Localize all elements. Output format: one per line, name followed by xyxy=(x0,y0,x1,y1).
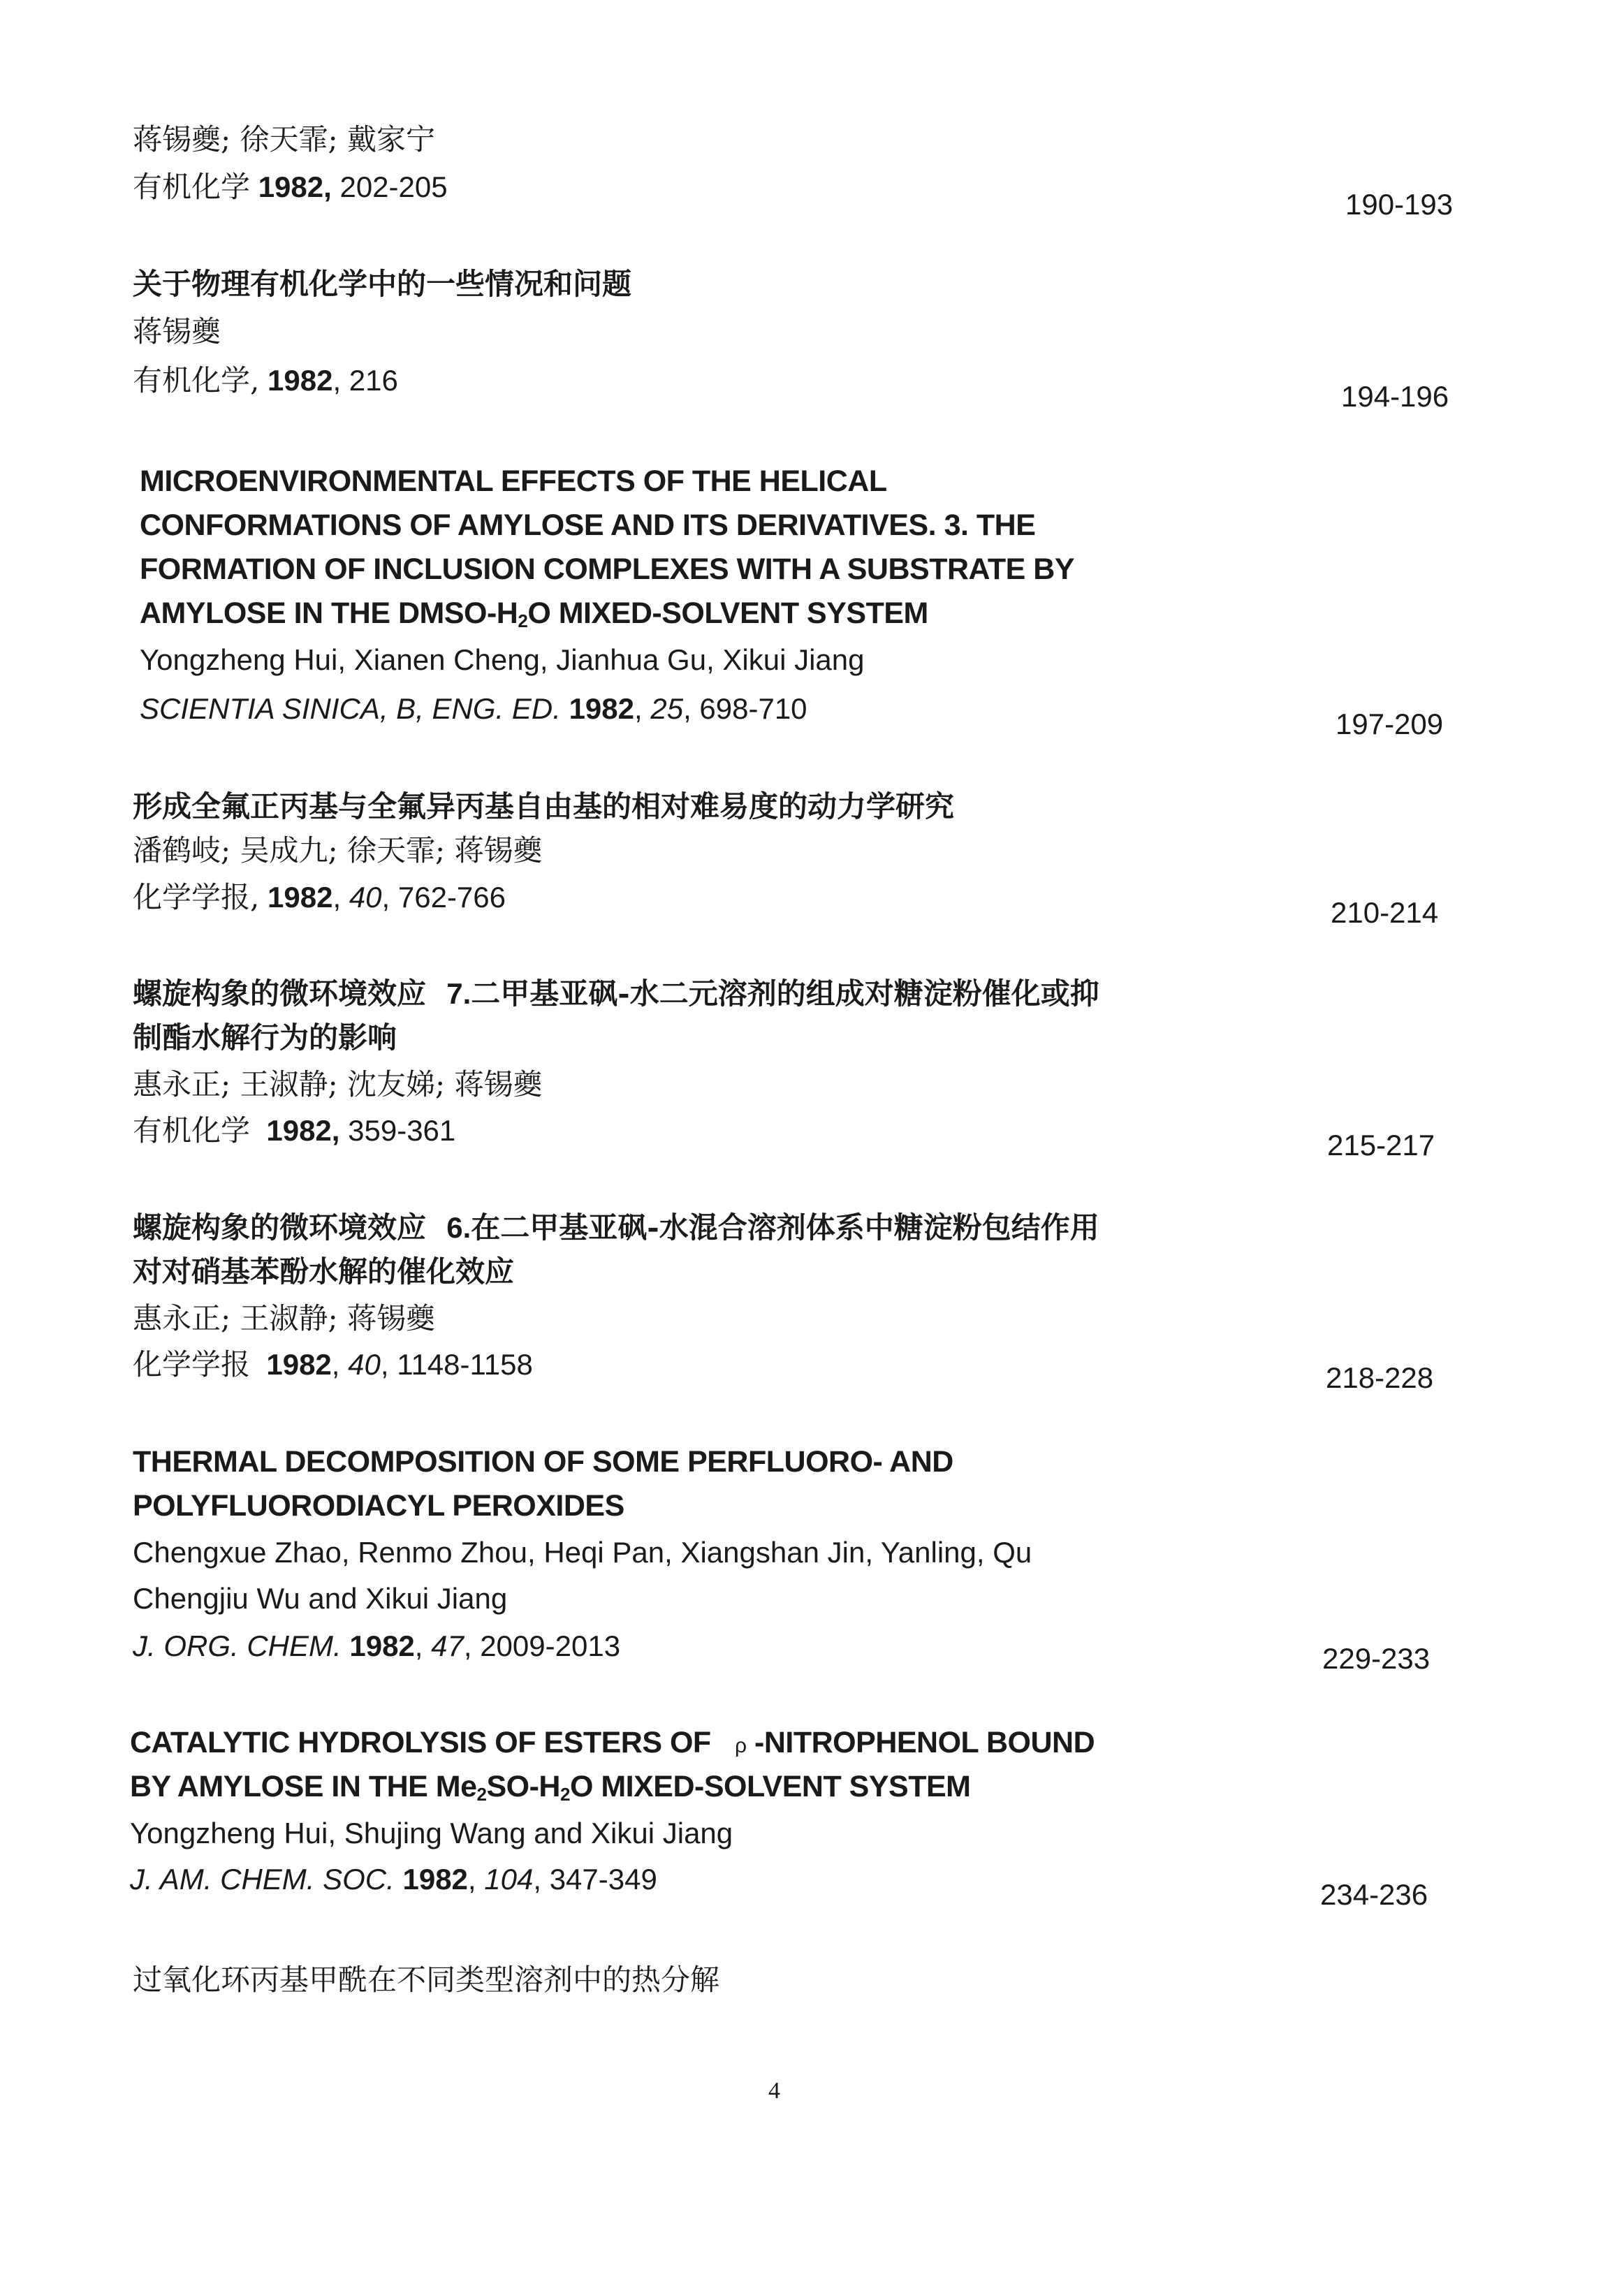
page-range: 197-209 xyxy=(1336,708,1444,740)
page-range: 190-193 xyxy=(1345,188,1454,221)
page-range: 215-217 xyxy=(1327,1129,1435,1162)
entry-title-line: POLYFLUORODIACYL PEROXIDES xyxy=(133,1489,624,1523)
authors: Yongzheng Hui, Shujing Wang and Xikui Jiang xyxy=(130,1817,733,1849)
citation: 有机化学, 1982, 216 xyxy=(133,363,398,397)
entry-title: 形成全氟正丙基与全氟异丙基自由基的相对难易度的动力学研究 xyxy=(133,789,955,823)
page-number: 4 xyxy=(768,2078,780,2104)
entry-title-line: CATALYTIC HYDROLYSIS OF ESTERS OF ρ -NITROPHENOL BOUND xyxy=(130,1726,1095,1759)
entry-title-line: 螺旋构象的微环境效应 6.在二甲基亚砜-水混合溶剂体系中糖淀粉包结作用 xyxy=(133,1210,1099,1245)
authors: 惠永正; 王淑静; 沈友娣; 蒋锡夔 xyxy=(133,1067,543,1101)
entry-title: 关于物理有机化学中的一些情况和问题 xyxy=(133,267,632,301)
authors: 蒋锡夔; 徐天霏; 戴家宁 xyxy=(133,122,436,156)
entry-title-line: MICROENVIRONMENTAL EFFECTS OF THE HELICAL xyxy=(140,464,887,498)
authors-line: Chengxue Zhao, Renmo Zhou, Heqi Pan, Xiangshan Jin, Yanling, Qu xyxy=(133,1536,1032,1569)
page-range: 218-228 xyxy=(1326,1361,1434,1394)
entry-title-line: 制酯水解行为的影响 xyxy=(133,1020,397,1055)
page-range: 229-233 xyxy=(1322,1642,1431,1675)
citation: 有机化学 1982, 359-361 xyxy=(133,1113,456,1148)
entry-title-line: 对对硝基苯酚水解的催化效应 xyxy=(133,1254,515,1289)
page-range: 234-236 xyxy=(1320,1878,1428,1911)
citation: SCIENTIA SINICA, B, ENG. ED. 1982, 25, 698-710 xyxy=(140,692,807,725)
page-range: 210-214 xyxy=(1331,896,1439,929)
citation: J. ORG. CHEM. 1982, 47, 2009-2013 xyxy=(133,1629,621,1662)
authors: 潘鹤岐; 吴成九; 徐天霏; 蒋锡夔 xyxy=(133,833,543,867)
entry-title-line: CONFORMATIONS OF AMYLOSE AND ITS DERIVATIVES. 3. THE xyxy=(140,508,1036,542)
authors: Yongzheng Hui, Xianen Cheng, Jianhua Gu, Xikui Jiang xyxy=(140,643,865,676)
citation: J. AM. CHEM. SOC. 1982, 104, 347-349 xyxy=(130,1863,657,1896)
entry-title-line: THERMAL DECOMPOSITION OF SOME PERFLUORO- AND xyxy=(133,1445,953,1479)
entry-title-line: FORMATION OF INCLUSION COMPLEXES WITH A SUBSTRATE BY xyxy=(140,552,1075,586)
authors: 惠永正; 王淑静; 蒋锡夔 xyxy=(133,1301,436,1335)
citation: 化学学报 1982, 40, 1148-1158 xyxy=(133,1347,533,1382)
citation: 有机化学 1982, 202-205 xyxy=(133,170,448,204)
entry-title-line: AMYLOSE IN THE DMSO-$H_2O$ MIXED-SOLVENT SYSTEM xyxy=(140,596,928,631)
authors: 蒋锡夔 xyxy=(133,314,221,349)
authors-line: Chengjiu Wu and Xikui Jiang xyxy=(133,1582,508,1615)
citation: 化学学报, 1982, 40, 762-766 xyxy=(133,880,506,914)
entry-title-line: 螺旋构象的微环境效应 7.二甲基亚砜-水二元溶剂的组成对糖淀粉催化或抑 xyxy=(133,976,1099,1011)
entry-title-line: BY AMYLOSE IN THE $Me_2SO-H_2O$ MIXED-SOLVENT SYSTEM xyxy=(130,1770,971,1805)
page-range: 194-196 xyxy=(1341,380,1449,413)
entry-title: 过氧化环丙基甲酰在不同类型溶剂中的热分解 xyxy=(133,1963,720,1997)
